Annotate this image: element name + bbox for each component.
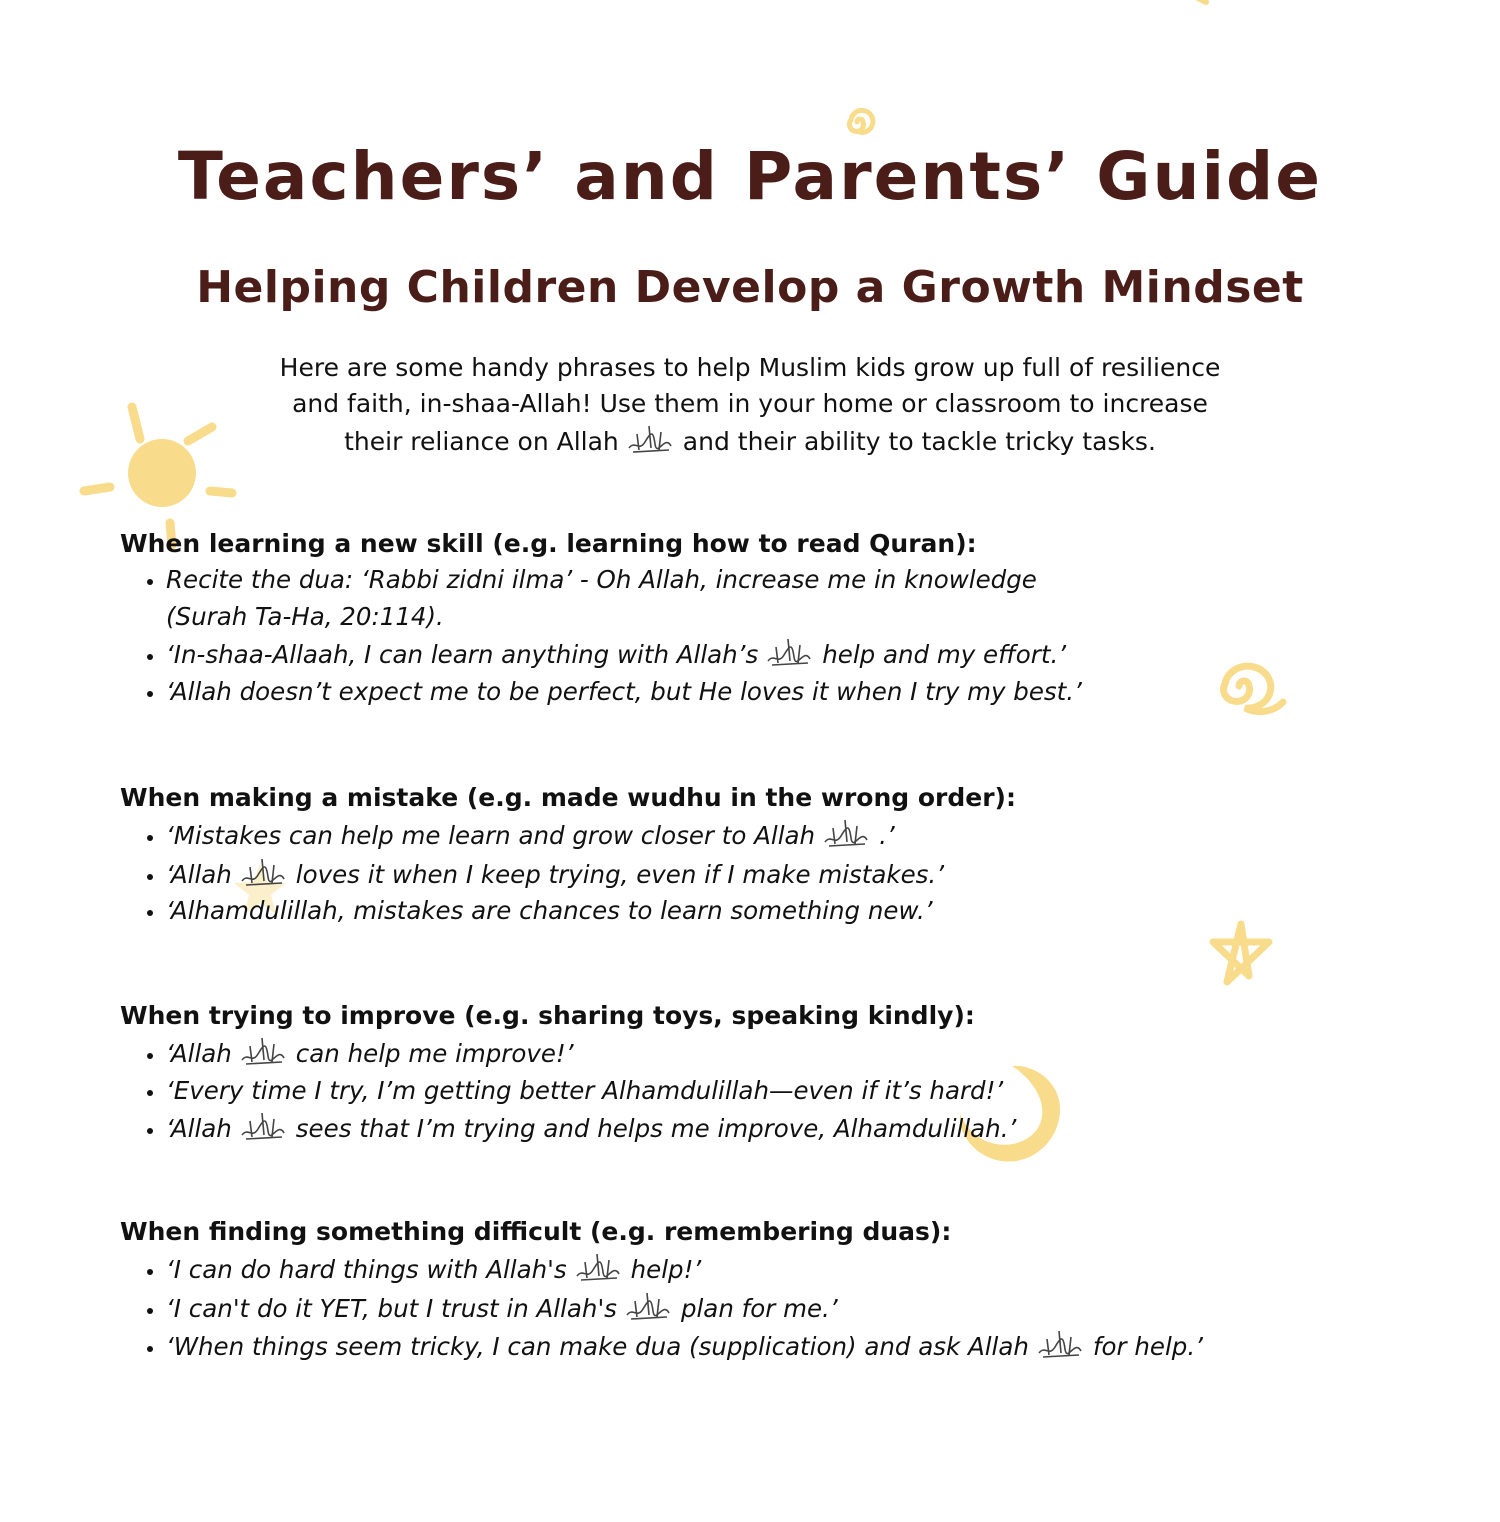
swt-calligraphy-icon [764,635,816,669]
list-item: • ‘I can do hard things with Allah's help!’ [166,1250,1380,1289]
list-item: • ‘Every time I try, I’m getting better Alhamdulillah—even if it’s hard!’ [166,1073,1380,1110]
star-icon-right [1205,920,1277,988]
section-making-mistake [120,780,1380,930]
section-heading: When finding something difficult (e.g. remembering duas): [120,1217,952,1246]
section-heading: When making a mistake (e.g. made wudhu in the wrong order): [120,783,1016,812]
swt-calligraphy-icon [625,422,677,456]
star-icon-top [1168,0,1228,30]
section-finding-difficult [120,1214,1380,1366]
page-title: Teachers’ and Parents’ Guide [177,138,1323,215]
swt-calligraphy-icon [238,855,290,889]
intro-paragraph [150,350,1350,460]
list-item: • ‘Allah loves it when I keep trying, even if I make mistakes.’ [166,855,1380,894]
list-item: • ‘I can't do it YET, but I trust in Allah's plan for me.’ [166,1289,1380,1328]
list-item: • ‘Mistakes can help me learn and grow closer to Allah .’ [166,816,1380,855]
swt-calligraphy-icon [573,1250,625,1284]
swt-calligraphy-icon [1035,1327,1087,1361]
swt-calligraphy-icon [821,816,873,850]
section-heading: When trying to improve (e.g. sharing toys, speaking kindly): [120,1001,975,1030]
section-learning-new-skill [120,526,1380,710]
page-subtitle: Helping Children Develop a Growth Mindset [196,262,1304,313]
list-item: • Recite the dua: ‘Rabbi zidni ilma’ - Oh Allah, increase me in knowledge (Surah Ta-Ha, 20:114). [166,562,1380,635]
list-item: • ‘Allah doesn’t expect me to be perfect, but He loves it when I try my best.’ [166,674,1380,711]
swt-calligraphy-icon [238,1109,290,1143]
section-heading: When learning a new skill (e.g. learning how to read Quran): [120,529,977,558]
list-item: • ‘When things seem tricky, I can make dua (supplication) and ask Allah for help.’ [166,1327,1380,1366]
phrase-list [120,562,1380,710]
list-item: • ‘Allah sees that I’m trying and helps me improve, Alhamdulillah.’ [166,1109,1380,1148]
list-item: • ‘In-shaa-Allaah, I can learn anything with Allah’s help and my effort.’ [166,635,1380,674]
list-item: • ‘Alhamdulillah, mistakes are chances to learn something new.’ [166,893,1380,930]
phrase-list [120,1034,1380,1148]
list-item: • ‘Allah can help me improve!’ [166,1034,1380,1073]
intro-line: Here are some handy phrases to help Muslim kids grow up full of resilience [279,353,1221,382]
swt-calligraphy-icon [238,1034,290,1068]
intro-line: and faith, in-shaa-Allah! Use them in your home or classroom to increase [292,389,1208,418]
phrase-list [120,1250,1380,1366]
phrase-list [120,816,1380,930]
swt-calligraphy-icon [623,1289,675,1323]
section-trying-to-improve [120,998,1380,1148]
intro-line: their reliance on Allah and their ability to tackle tricky tasks. [150,422,1350,460]
